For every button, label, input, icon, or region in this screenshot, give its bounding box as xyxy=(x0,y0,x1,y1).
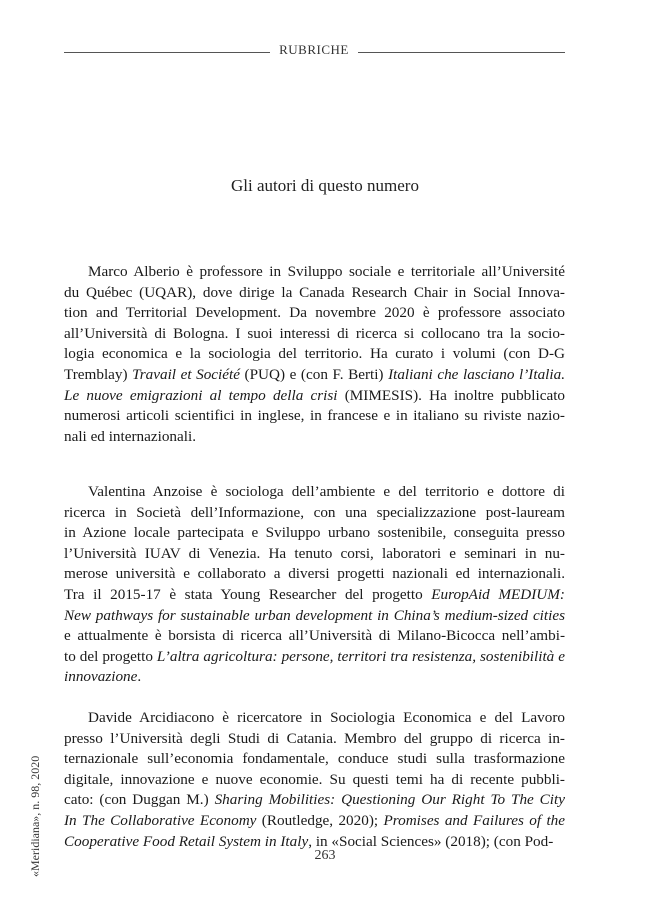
bio-text: (MIMESIS). Ha inoltre pubblicato xyxy=(337,386,566,404)
bio-text: in Azione locale partecipata e Sviluppo urbano sostenibile, conseguita presso xyxy=(64,524,565,542)
header-rule-left xyxy=(64,52,270,53)
author-bio-anzoise xyxy=(64,482,565,688)
bio-text: (Routledge, 2020); xyxy=(256,811,384,829)
bio-line xyxy=(64,427,565,448)
bio-text: tion and Territorial Development. Da novembre 2020 è professore associato xyxy=(64,304,565,322)
bio-text: (PUQ) e (con F. Berti) xyxy=(239,365,389,383)
bio-italic-title: innovazione xyxy=(64,668,138,686)
bio-text: , in «Social Sciences» (2018); (con Pod- xyxy=(308,832,554,850)
bio-text: du Québec (UQAR), dove dirige la Canada Research Chair in Social Innova- xyxy=(64,283,565,301)
bio-text: to del progetto xyxy=(64,647,157,665)
bio-line xyxy=(64,503,565,524)
bio-text: all’Università di Bologna. I suoi interessi di ricerca si collocano tra la socio- xyxy=(64,324,565,342)
bio-italic-title: Promises and Failures of the xyxy=(383,811,566,829)
bio-text: logia economica e la sociologia del territorio. Ha curato i volumi (con D-G xyxy=(64,345,565,363)
bio-line xyxy=(64,626,565,647)
bio-text: Marco Alberio è professore in Sviluppo sociale e territoriale all’Université xyxy=(88,263,565,280)
bio-italic-title: Sharing Mobilities: Questioning Our Right To The City xyxy=(214,791,565,809)
bio-italic-title: Cooperative Food Retail System in Italy xyxy=(64,832,309,850)
bio-line xyxy=(64,482,565,503)
bio-italic-title: In The Collaborative Economy xyxy=(64,811,257,829)
bio-line xyxy=(64,729,565,750)
bio-line xyxy=(64,303,565,324)
bio-text: . xyxy=(137,668,142,686)
bio-text: cato: (con Duggan M.) xyxy=(64,791,215,809)
bio-italic-title: EuropAid MEDIUM: xyxy=(431,585,565,603)
author-bio-alberio xyxy=(64,262,565,447)
bio-line xyxy=(64,523,565,544)
bio-text: Valentina Anzoise è sociologa dell’ambiente e del territorio e dottore di xyxy=(88,483,565,500)
bio-text: l’Università IUAV di Venezia. Ha tenuto corsi, laboratori e seminari in nu- xyxy=(64,544,565,562)
bio-line xyxy=(64,647,565,668)
bio-line xyxy=(64,262,565,283)
bio-line xyxy=(64,749,565,770)
bio-line xyxy=(64,344,565,365)
page-title: Gli autori di questo numero xyxy=(231,176,419,195)
bio-line xyxy=(64,790,565,811)
bio-line xyxy=(64,283,565,304)
bio-text: presso l’Università degli Studi di Catania. Membro del gruppo di ricerca in- xyxy=(64,729,565,747)
bio-text: Davide Arcidiacono è ricercatore in Sociologia Economica e del Lavoro xyxy=(88,709,565,726)
bio-text: nali ed internazionali. xyxy=(64,427,196,445)
bio-text: digitale, innovazione e nuove economie. Su questi temi ha di recente pubbli- xyxy=(64,770,565,788)
bio-line xyxy=(64,770,565,791)
bio-italic-title: Le nuove emigrazioni al tempo della crisi xyxy=(64,386,338,404)
bio-text: Tra il 2015-17 è stata Young Researcher del progetto xyxy=(64,585,432,603)
running-header xyxy=(64,40,565,60)
bio-line xyxy=(64,386,565,407)
bio-line xyxy=(64,585,565,606)
bio-text: ricerca in Società dell’Informazione, con una specializzazione post-lauream xyxy=(64,503,565,521)
bio-italic-title: New pathways for sustainable urban development in China’s medium-sized cities xyxy=(64,606,565,624)
bio-text: e attualmente è borsista di ricerca all’Università di Milano-Bicocca nell’ambi- xyxy=(64,627,565,645)
bio-line xyxy=(64,606,565,627)
bio-line xyxy=(64,406,565,427)
page-number: 263 xyxy=(314,848,336,863)
bio-line xyxy=(64,544,565,565)
bio-italic-title: Italiani che lasciano l’Italia. xyxy=(388,365,565,383)
section-label: RUBRICHE xyxy=(279,42,349,57)
bio-text: ternazionale sull’economia fondamentale, conduce studi sulla trasformazione xyxy=(64,750,565,768)
bio-line xyxy=(64,365,565,386)
bio-line xyxy=(64,564,565,585)
header-rule-right xyxy=(358,52,565,53)
bio-line xyxy=(64,811,565,832)
bio-text: numerosi articoli scientifici in inglese, in francese e in italiano su riviste nazio- xyxy=(64,407,565,425)
bio-line xyxy=(64,324,565,345)
bio-text: Tremblay) xyxy=(64,365,133,383)
bio-line xyxy=(64,708,565,729)
bio-italic-title: L’altra agricoltura: persone, territori tra resistenza, sostenibilità e xyxy=(156,647,565,665)
bio-italic-title: Travail et Société xyxy=(132,365,240,383)
bio-line xyxy=(64,667,565,688)
journal-side-note: «Meridiana», n. 98, 2020 xyxy=(28,755,42,877)
author-bio-arcidiacono xyxy=(64,708,565,852)
bio-text: merose università e collaborato a diversi progetti nazionali ed internazionali. xyxy=(64,565,565,583)
